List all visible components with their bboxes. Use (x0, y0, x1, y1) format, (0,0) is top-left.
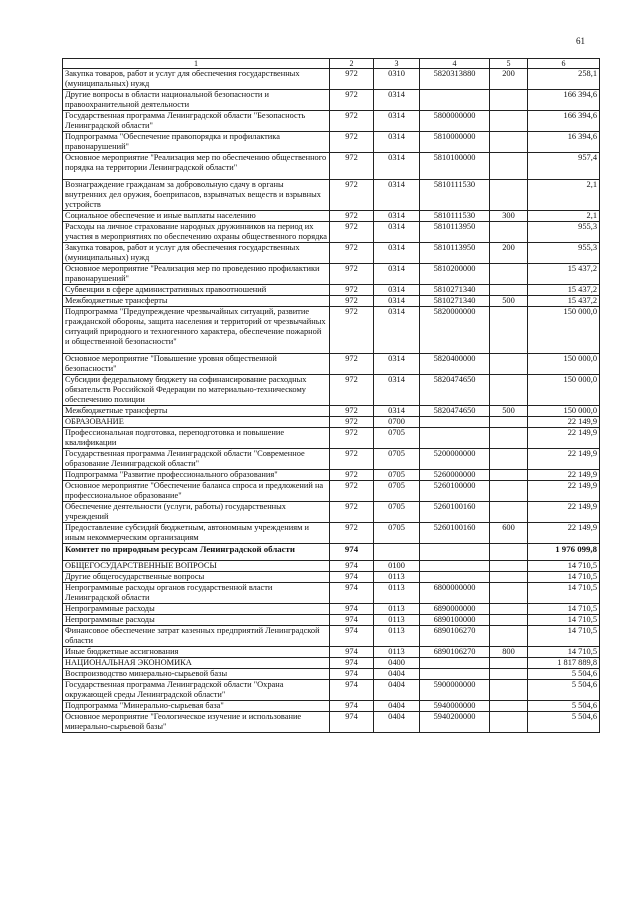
row-name-cell: Закупка товаров, работ и услуг для обеспечения государственных (муниципальных) нужд (63, 69, 330, 90)
target-article-cell: 5810000000 (420, 132, 490, 153)
target-article-cell: 5820474650 (420, 375, 490, 406)
amount-cell: 14 710,5 (528, 604, 600, 615)
section-code-cell: 0705 (374, 449, 420, 470)
row-name-cell: Подпрограмма "Обеспечение правопорядка и профилактика правонарушений" (63, 132, 330, 153)
amount-cell: 258,1 (528, 69, 600, 90)
ved-code-cell: 972 (330, 406, 374, 417)
expense-type-cell (490, 264, 528, 285)
expense-type-cell (490, 701, 528, 712)
section-code-cell: 0404 (374, 669, 420, 680)
section-code-cell: 0314 (374, 307, 420, 354)
section-code-cell: 0705 (374, 428, 420, 449)
amount-cell: 16 394,6 (528, 132, 600, 153)
target-article-cell: 5810113950 (420, 222, 490, 243)
target-article-cell: 6890106270 (420, 626, 490, 647)
ved-code-cell: 972 (330, 481, 374, 502)
column-header: 6 (528, 59, 600, 69)
section-code-cell: 0314 (374, 90, 420, 111)
section-code-cell: 0700 (374, 417, 420, 428)
expense-type-cell (490, 417, 528, 428)
table-row (63, 296, 600, 307)
target-article-cell: 6800000000 (420, 583, 490, 604)
row-name-cell: Основное мероприятие "Повышение уровня общественной безопасности" (63, 354, 330, 375)
ved-code-cell: 972 (330, 264, 374, 285)
table-row (63, 243, 600, 264)
section-code-cell: 0113 (374, 572, 420, 583)
amount-cell: 5 504,6 (528, 669, 600, 680)
row-name-cell: Основное мероприятие "Реализация мер по обеспечению общественного порядка на территории Ленинградской области" (63, 153, 330, 180)
amount-cell: 22 149,9 (528, 470, 600, 481)
section-code-cell: 0314 (374, 211, 420, 222)
amount-cell: 22 149,9 (528, 502, 600, 523)
row-name-cell: Комитет по природным ресурсам Ленинградской области (63, 544, 330, 561)
expense-type-cell: 200 (490, 243, 528, 264)
ved-code-cell: 972 (330, 132, 374, 153)
ved-code-cell: 972 (330, 222, 374, 243)
amount-cell: 14 710,5 (528, 647, 600, 658)
row-name-cell: Предоставление субсидий бюджетным, автономным учреждениям и иным некоммерческим организациям (63, 523, 330, 544)
row-name-cell: Закупка товаров, работ и услуг для обеспечения государственных (муниципальных) нужд (63, 243, 330, 264)
amount-cell: 957,4 (528, 153, 600, 180)
target-article-cell: 5900000000 (420, 680, 490, 701)
row-name-cell: Основное мероприятие "Обеспечение баланса спроса и предложений на профессиональное образование" (63, 481, 330, 502)
column-header: 4 (420, 59, 490, 69)
amount-cell: 22 149,9 (528, 481, 600, 502)
target-article-cell (420, 572, 490, 583)
table-row (63, 712, 600, 733)
expense-type-cell (490, 153, 528, 180)
table-row (63, 626, 600, 647)
expense-type-cell: 200 (490, 69, 528, 90)
ved-code-cell: 974 (330, 626, 374, 647)
target-article-cell: 5260100000 (420, 481, 490, 502)
section-code-cell: 0400 (374, 658, 420, 669)
ved-code-cell: 974 (330, 712, 374, 733)
target-article-cell: 5260000000 (420, 470, 490, 481)
amount-cell: 14 710,5 (528, 572, 600, 583)
target-article-cell: 5810100000 (420, 153, 490, 180)
row-name-cell: Обеспечение деятельности (услуги, работы) государственных учреждений (63, 502, 330, 523)
expense-type-cell (490, 544, 528, 561)
ved-code-cell: 972 (330, 243, 374, 264)
ved-code-cell: 974 (330, 658, 374, 669)
expense-type-cell (490, 354, 528, 375)
ved-code-cell: 972 (330, 307, 374, 354)
target-article-cell (420, 669, 490, 680)
table-row (63, 153, 600, 180)
section-code-cell: 0705 (374, 502, 420, 523)
table-row (63, 307, 600, 354)
amount-cell: 955,3 (528, 243, 600, 264)
ved-code-cell: 974 (330, 701, 374, 712)
table-row (63, 111, 600, 132)
table-row (63, 701, 600, 712)
expense-type-cell (490, 375, 528, 406)
row-name-cell: ОБРАЗОВАНИЕ (63, 417, 330, 428)
row-name-cell: Государственная программа Ленинградской области "Современное образование Ленинградской области" (63, 449, 330, 470)
row-name-cell: Социальное обеспечение и иные выплаты населению (63, 211, 330, 222)
row-name-cell: Подпрограмма "Развитие профессионального образования" (63, 470, 330, 481)
section-code-cell: 0314 (374, 222, 420, 243)
ved-code-cell: 972 (330, 449, 374, 470)
table-row (63, 583, 600, 604)
target-article-cell: 5260100160 (420, 502, 490, 523)
section-code-cell: 0100 (374, 561, 420, 572)
row-name-cell: Профессиональная подготовка, переподготовка и повышение квалификации (63, 428, 330, 449)
ved-code-cell: 974 (330, 604, 374, 615)
amount-cell: 14 710,5 (528, 583, 600, 604)
table-row (63, 211, 600, 222)
ved-code-cell: 972 (330, 296, 374, 307)
section-code-cell: 0314 (374, 296, 420, 307)
amount-cell: 150 000,0 (528, 354, 600, 375)
section-code-cell: 0314 (374, 243, 420, 264)
table-row (63, 470, 600, 481)
ved-code-cell: 974 (330, 572, 374, 583)
target-article-cell: 5810271340 (420, 285, 490, 296)
row-name-cell: Субвенции в сфере административных правоотношений (63, 285, 330, 296)
section-code-cell: 0404 (374, 712, 420, 733)
row-name-cell: Основное мероприятие "Геологическое изучение и использование минерально-сырьевой базы" (63, 712, 330, 733)
budget-table-body (63, 59, 600, 733)
table-row (63, 669, 600, 680)
target-article-cell (420, 90, 490, 111)
section-code-cell (374, 544, 420, 561)
expense-type-cell (490, 180, 528, 211)
expense-type-cell: 300 (490, 211, 528, 222)
amount-cell: 22 149,9 (528, 523, 600, 544)
column-header: 3 (374, 59, 420, 69)
target-article-cell: 5820000000 (420, 307, 490, 354)
amount-cell: 166 394,6 (528, 111, 600, 132)
target-article-cell: 5820313880 (420, 69, 490, 90)
amount-cell: 2,1 (528, 211, 600, 222)
ved-code-cell: 972 (330, 375, 374, 406)
ved-code-cell: 972 (330, 111, 374, 132)
table-row (63, 69, 600, 90)
row-name-cell: Государственная программа Ленинградской области "Безопасность Ленинградской области" (63, 111, 330, 132)
table-row (63, 417, 600, 428)
expense-type-cell: 800 (490, 647, 528, 658)
ved-code-cell: 974 (330, 647, 374, 658)
row-name-cell: Подпрограмма "Предупреждение чрезвычайных ситуаций, развитие гражданской обороны, защита населения и территорий от чрезвычайных ситуаций природного и техногенного характера, обеспечение пожарной и общественной безопасности" (63, 307, 330, 354)
ved-code-cell: 972 (330, 354, 374, 375)
expense-type-cell (490, 132, 528, 153)
section-code-cell: 0113 (374, 647, 420, 658)
table-row (63, 680, 600, 701)
section-code-cell: 0113 (374, 583, 420, 604)
expense-type-cell (490, 428, 528, 449)
target-article-cell: 5940000000 (420, 701, 490, 712)
table-row (63, 90, 600, 111)
table-row (63, 502, 600, 523)
section-code-cell: 0113 (374, 615, 420, 626)
expense-type-cell (490, 583, 528, 604)
amount-cell: 22 149,9 (528, 428, 600, 449)
expense-type-cell (490, 502, 528, 523)
table-row (63, 264, 600, 285)
ved-code-cell: 974 (330, 544, 374, 561)
table-row (63, 615, 600, 626)
ved-code-cell: 972 (330, 417, 374, 428)
amount-cell: 22 149,9 (528, 417, 600, 428)
amount-cell: 22 149,9 (528, 449, 600, 470)
row-name-cell: Основное мероприятие "Реализация мер по проведению профилактики правонарушений" (63, 264, 330, 285)
target-article-cell: 6890100000 (420, 615, 490, 626)
expense-type-cell: 600 (490, 523, 528, 544)
section-code-cell: 0705 (374, 470, 420, 481)
section-code-cell: 0705 (374, 523, 420, 544)
row-name-cell: Непрограммные расходы органов государственной власти Ленинградской области (63, 583, 330, 604)
expense-type-cell (490, 90, 528, 111)
section-code-cell: 0314 (374, 111, 420, 132)
expense-type-cell: 500 (490, 406, 528, 417)
column-header: 2 (330, 59, 374, 69)
ved-code-cell: 974 (330, 561, 374, 572)
ved-code-cell: 974 (330, 583, 374, 604)
amount-cell: 14 710,5 (528, 615, 600, 626)
budget-table (62, 58, 600, 733)
section-code-cell: 0314 (374, 406, 420, 417)
ved-code-cell: 972 (330, 90, 374, 111)
row-name-cell: Субсидии федеральному бюджету на софинансирование расходных обязательств Российской Федерации по материально-техническому обеспечению полиции (63, 375, 330, 406)
target-article-cell: 5260100160 (420, 523, 490, 544)
ved-code-cell: 974 (330, 615, 374, 626)
table-row (63, 449, 600, 470)
amount-cell: 5 504,6 (528, 712, 600, 733)
target-article-cell: 6890106270 (420, 647, 490, 658)
section-code-cell: 0314 (374, 132, 420, 153)
table-row (63, 647, 600, 658)
expense-type-cell: 500 (490, 296, 528, 307)
section-code-cell: 0314 (374, 285, 420, 296)
section-code-cell: 0705 (374, 481, 420, 502)
table-row (63, 544, 600, 561)
target-article-cell (420, 417, 490, 428)
column-header: 5 (490, 59, 528, 69)
section-code-cell: 0314 (374, 375, 420, 406)
amount-cell: 2,1 (528, 180, 600, 211)
table-row (63, 222, 600, 243)
amount-cell: 150 000,0 (528, 406, 600, 417)
target-article-cell: 5200000000 (420, 449, 490, 470)
table-row (63, 561, 600, 572)
target-article-cell (420, 544, 490, 561)
table-row (63, 406, 600, 417)
table-row (63, 604, 600, 615)
amount-cell: 5 504,6 (528, 680, 600, 701)
target-article-cell: 5820400000 (420, 354, 490, 375)
table-row (63, 375, 600, 406)
target-article-cell: 5810113950 (420, 243, 490, 264)
table-row (63, 658, 600, 669)
ved-code-cell: 972 (330, 502, 374, 523)
target-article-cell: 5810111530 (420, 211, 490, 222)
amount-cell: 5 504,6 (528, 701, 600, 712)
target-article-cell: 5810111530 (420, 180, 490, 211)
row-name-cell: Другие общегосударственные вопросы (63, 572, 330, 583)
table-row (63, 428, 600, 449)
target-article-cell: 6890000000 (420, 604, 490, 615)
row-name-cell: Государственная программа Ленинградской области "Охрана окружающей среды Ленинградской области" (63, 680, 330, 701)
table-row (63, 354, 600, 375)
expense-type-cell (490, 658, 528, 669)
ved-code-cell: 972 (330, 153, 374, 180)
target-article-cell: 5940200000 (420, 712, 490, 733)
expense-type-cell (490, 604, 528, 615)
table-row (63, 481, 600, 502)
expense-type-cell (490, 712, 528, 733)
expense-type-cell (490, 222, 528, 243)
amount-cell: 15 437,2 (528, 264, 600, 285)
table-header-row (63, 59, 600, 69)
amount-cell: 1 976 099,8 (528, 544, 600, 561)
table-row (63, 285, 600, 296)
row-name-cell: Иные бюджетные ассигнования (63, 647, 330, 658)
row-name-cell: Подпрограмма "Минерально-сырьевая база" (63, 701, 330, 712)
target-article-cell (420, 428, 490, 449)
target-article-cell (420, 561, 490, 572)
expense-type-cell (490, 111, 528, 132)
row-name-cell: Вознаграждение гражданам за добровольную сдачу в органы внутренних дел оружия, боеприпасов, взрывчатых веществ и взрывных устройств (63, 180, 330, 211)
row-name-cell: Межбюджетные трансферты (63, 296, 330, 307)
amount-cell: 14 710,5 (528, 626, 600, 647)
section-code-cell: 0310 (374, 69, 420, 90)
expense-type-cell (490, 615, 528, 626)
row-name-cell: Финансовое обеспечение затрат казенных предприятий Ленинградской области (63, 626, 330, 647)
ved-code-cell: 974 (330, 680, 374, 701)
column-header: 1 (63, 59, 330, 69)
target-article-cell: 5810271340 (420, 296, 490, 307)
row-name-cell: Расходы на личное страхование народных дружинников на период их участия в мероприятиях по обеспечению охраны общественного порядка (63, 222, 330, 243)
amount-cell: 150 000,0 (528, 375, 600, 406)
ved-code-cell: 974 (330, 669, 374, 680)
expense-type-cell (490, 680, 528, 701)
amount-cell: 15 437,2 (528, 296, 600, 307)
table-row (63, 523, 600, 544)
row-name-cell: Непрограммные расходы (63, 615, 330, 626)
expense-type-cell (490, 470, 528, 481)
target-article-cell: 5820474650 (420, 406, 490, 417)
amount-cell: 15 437,2 (528, 285, 600, 296)
row-name-cell: Другие вопросы в области национальной безопасности и правоохранительной деятельности (63, 90, 330, 111)
expense-type-cell (490, 669, 528, 680)
expense-type-cell (490, 307, 528, 354)
section-code-cell: 0113 (374, 626, 420, 647)
ved-code-cell: 972 (330, 470, 374, 481)
expense-type-cell (490, 449, 528, 470)
table-row (63, 180, 600, 211)
expense-type-cell (490, 285, 528, 296)
row-name-cell: Воспроизводство минерально-сырьевой базы (63, 669, 330, 680)
section-code-cell: 0404 (374, 680, 420, 701)
row-name-cell: НАЦИОНАЛЬНАЯ ЭКОНОМИКА (63, 658, 330, 669)
target-article-cell: 5800000000 (420, 111, 490, 132)
row-name-cell: Непрограммные расходы (63, 604, 330, 615)
table-row (63, 132, 600, 153)
expense-type-cell (490, 561, 528, 572)
amount-cell: 1 817 889,8 (528, 658, 600, 669)
ved-code-cell: 972 (330, 211, 374, 222)
ved-code-cell: 972 (330, 69, 374, 90)
section-code-cell: 0113 (374, 604, 420, 615)
target-article-cell: 5810200000 (420, 264, 490, 285)
section-code-cell: 0314 (374, 264, 420, 285)
ved-code-cell: 972 (330, 285, 374, 296)
section-code-cell: 0314 (374, 180, 420, 211)
target-article-cell (420, 658, 490, 669)
expense-type-cell (490, 481, 528, 502)
section-code-cell: 0314 (374, 153, 420, 180)
expense-type-cell (490, 626, 528, 647)
ved-code-cell: 972 (330, 180, 374, 211)
row-name-cell: Межбюджетные трансферты (63, 406, 330, 417)
table-row (63, 572, 600, 583)
amount-cell: 166 394,6 (528, 90, 600, 111)
page-number: 61 (576, 36, 585, 46)
amount-cell: 150 000,0 (528, 307, 600, 354)
row-name-cell: ОБЩЕГОСУДАРСТВЕННЫЕ ВОПРОСЫ (63, 561, 330, 572)
ved-code-cell: 972 (330, 523, 374, 544)
ved-code-cell: 972 (330, 428, 374, 449)
amount-cell: 14 710,5 (528, 561, 600, 572)
expense-type-cell (490, 572, 528, 583)
section-code-cell: 0314 (374, 354, 420, 375)
amount-cell: 955,3 (528, 222, 600, 243)
section-code-cell: 0404 (374, 701, 420, 712)
